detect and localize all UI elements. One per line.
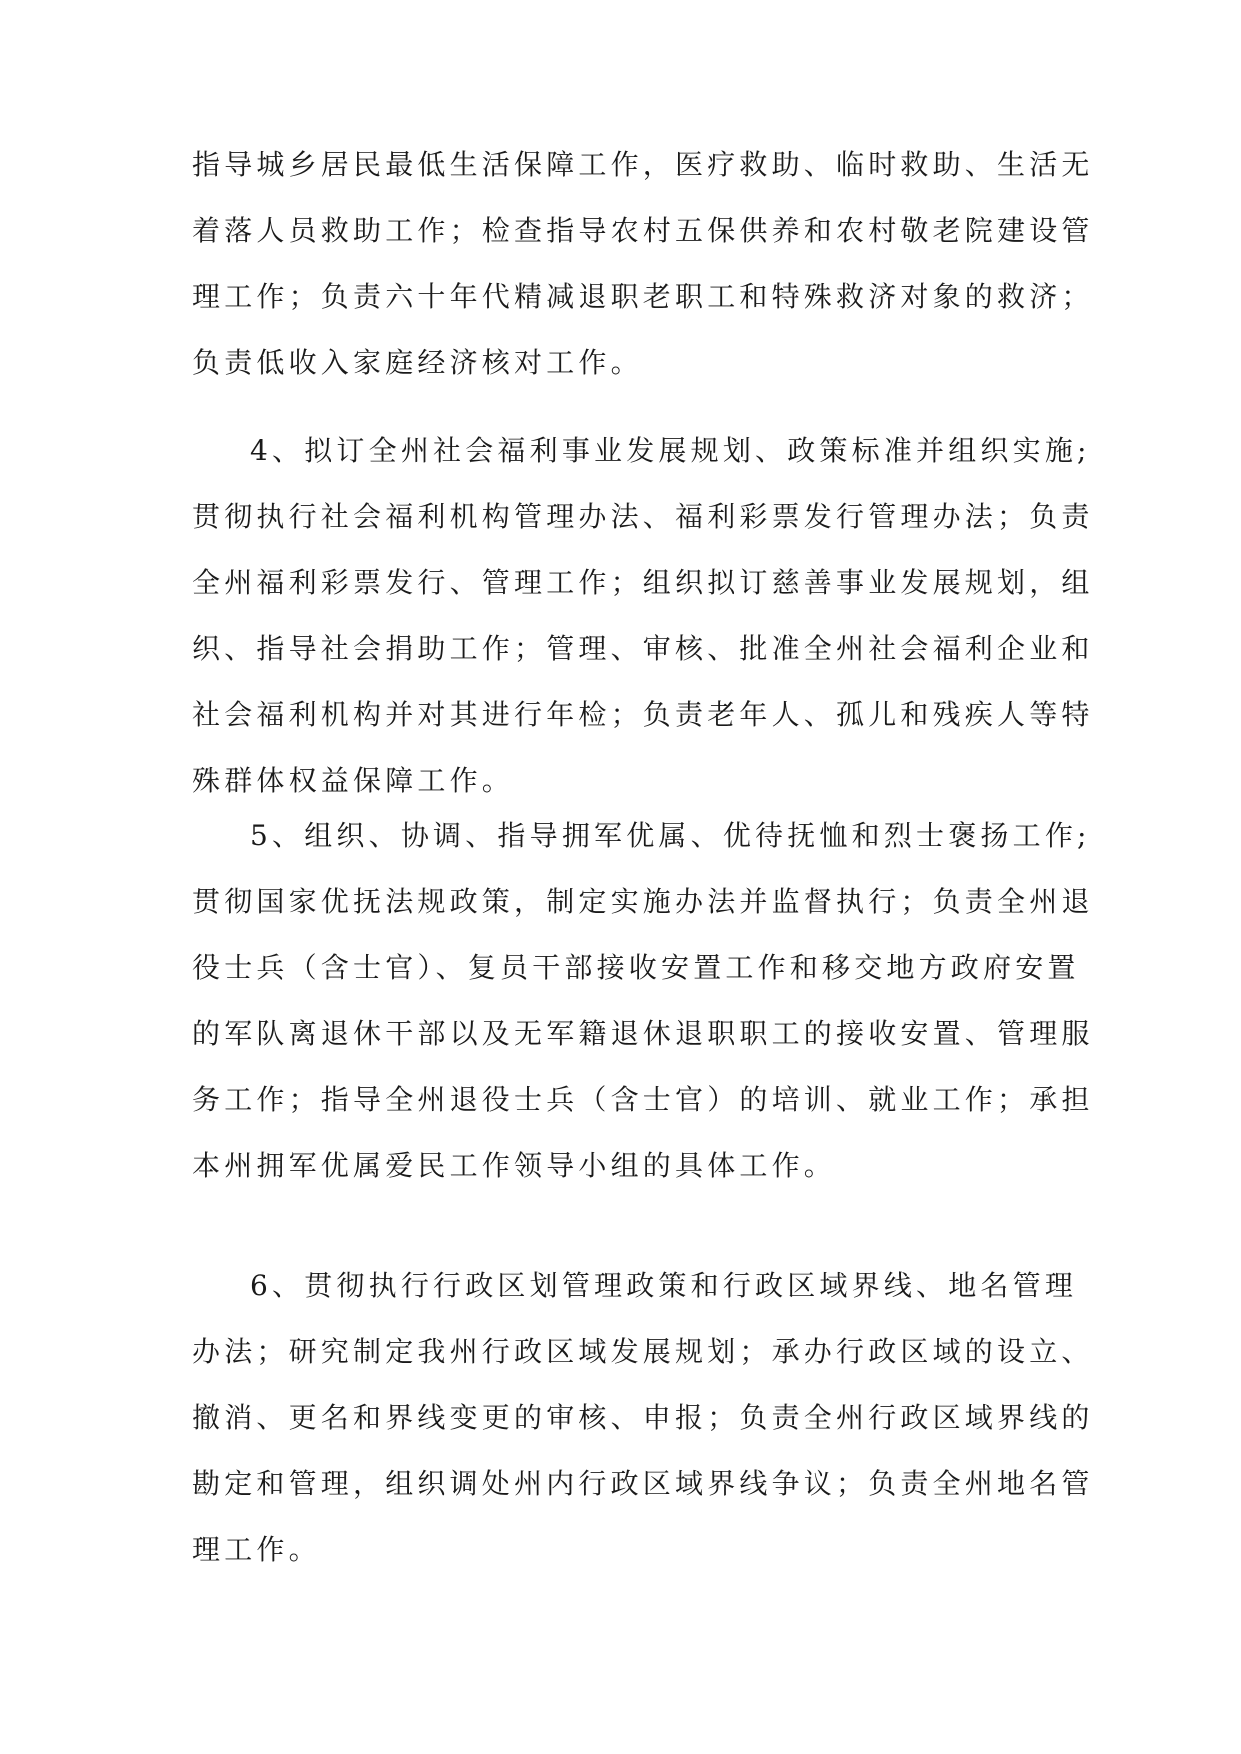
paragraph-line: 办法；研究制定我州行政区域发展规划；承办行政区域的设立、 bbox=[192, 1335, 1094, 1368]
paragraph-line: 社会福利机构并对其进行年检；负责老年人、孤儿和残疾人等特 bbox=[192, 698, 1094, 731]
paragraph-first-line: 6、贯彻执行行政区划管理政策和行政区域界线、地名管理 bbox=[250, 1269, 1078, 1302]
paragraph-line: 撤消、更名和界线变更的审核、申报；负责全州行政区域界线的 bbox=[192, 1401, 1094, 1434]
paragraph-line: 勘定和管理，组织调处州内行政区域界线争议；负责全州地名管 bbox=[192, 1467, 1094, 1500]
paragraph-line: 理工作；负责六十年代精减退职老职工和特殊救济对象的救济； bbox=[192, 280, 1094, 313]
paragraph-item-5-military-support bbox=[192, 803, 1094, 1199]
paragraph-first-line: 4、拟订全州社会福利事业发展规划、政策标准并组织实施; bbox=[250, 434, 1091, 467]
paragraph-line: 贯彻国家优抚法规政策，制定实施办法并监督执行；负责全州退 bbox=[192, 885, 1094, 918]
paragraph-line: 负责低收入家庭经济核对工作。 bbox=[192, 346, 643, 379]
paragraph-line: 织、指导社会捐助工作；管理、审核、批准全州社会福利企业和 bbox=[192, 632, 1094, 665]
paragraph-line: 着落人员救助工作；检查指导农村五保供养和农村敬老院建设管 bbox=[192, 214, 1094, 247]
paragraph-item-4-social-welfare bbox=[192, 418, 1094, 814]
paragraph-social-assistance bbox=[192, 132, 1094, 396]
paragraph-line: 役士兵（含士官）、复员干部接收安置工作和移交地方政府安置 bbox=[192, 951, 1080, 984]
paragraph-line: 的军队离退休干部以及无军籍退休退职职工的接收安置、管理服 bbox=[192, 1017, 1094, 1050]
paragraph-line: 全州福利彩票发行、管理工作；组织拟订慈善事业发展规划，组 bbox=[192, 566, 1094, 599]
paragraph-item-6-administrative-divisions bbox=[192, 1253, 1094, 1583]
paragraph-first-line: 5、组织、协调、指导拥军优属、优待抚恤和烈士褒扬工作; bbox=[250, 819, 1091, 852]
paragraph-line: 殊群体权益保障工作。 bbox=[192, 764, 515, 797]
paragraph-line: 指导城乡居民最低生活保障工作，医疗救助、临时救助、生活无 bbox=[192, 148, 1094, 181]
paragraph-line: 务工作；指导全州退役士兵（含士官）的培训、就业工作；承担 bbox=[192, 1083, 1094, 1116]
paragraph-line: 贯彻执行社会福利机构管理办法、福利彩票发行管理办法；负责 bbox=[192, 500, 1094, 533]
paragraph-line: 理工作。 bbox=[192, 1533, 321, 1566]
paragraph-line: 本州拥军优属爱民工作领导小组的具体工作。 bbox=[192, 1149, 837, 1182]
